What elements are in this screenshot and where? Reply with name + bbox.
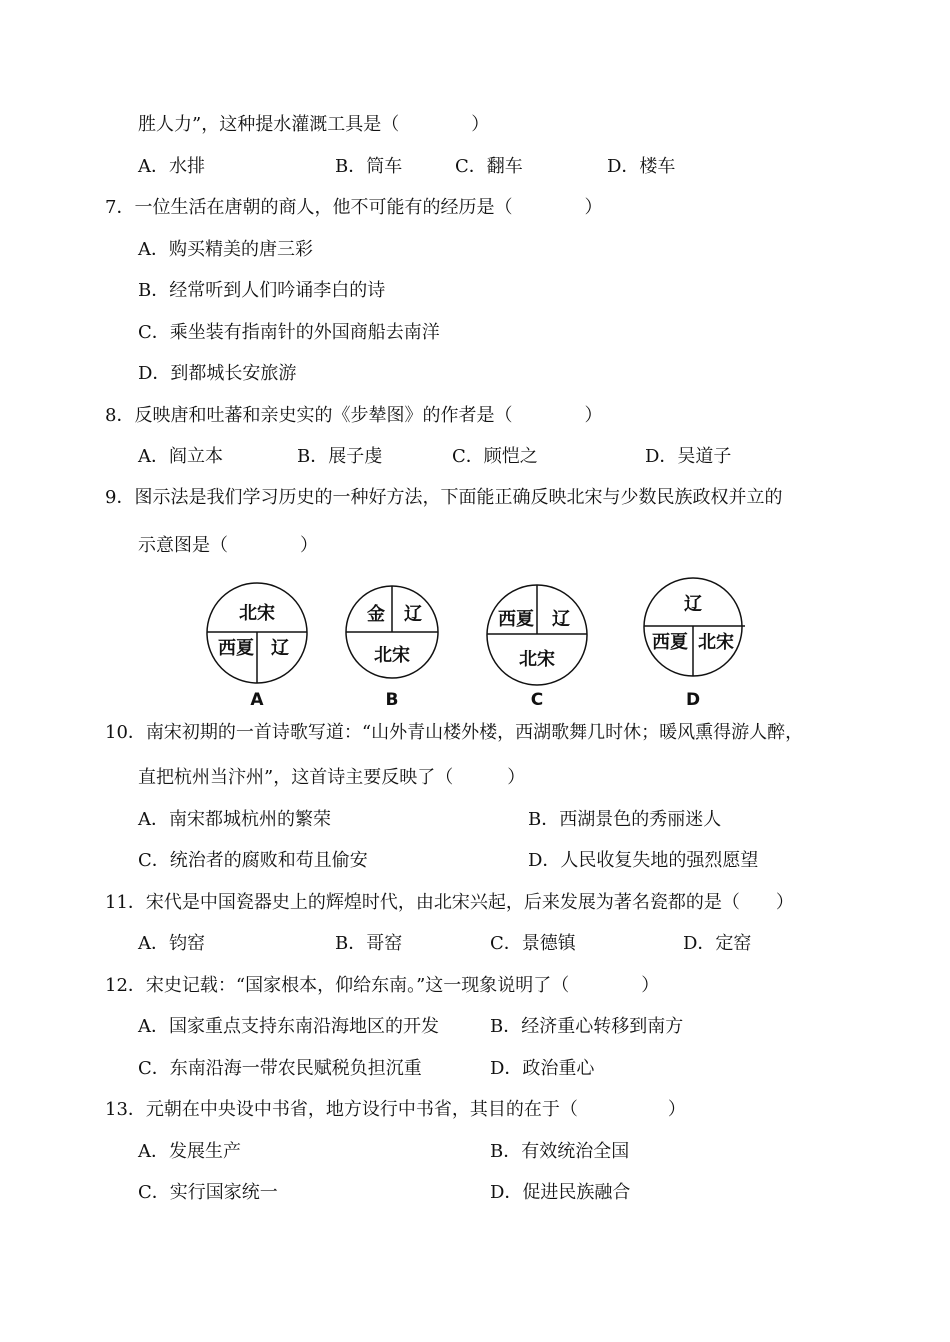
- q11-option-a: A．钧窑: [138, 933, 205, 954]
- q10-stem: 10．南宋初期的一首诗歌写道：“山外青山楼外楼，西湖歌舞几时休；暖风熏得游人醉，: [105, 722, 804, 743]
- q10-option-b: B．西湖景色的秀丽迷人: [528, 809, 722, 830]
- diagram-a: [207, 583, 307, 710]
- diagram-a-top-text: 北宋: [239, 603, 275, 624]
- q11-option-d: D．定窑: [683, 933, 752, 954]
- diagram-a-br-text: 辽: [271, 638, 289, 659]
- diagram-d: [644, 578, 745, 710]
- q9-stem: 9．图示法是我们学习历史的一种好方法，下面能正确反映北宋与少数民族政权并立的: [105, 487, 783, 508]
- q7-stem: 7．一位生活在唐朝的商人，他不可能有的经历是（ ）: [105, 197, 603, 218]
- q11-stem: 11．宋代是中国瓷器史上的辉煌时代，由北宋兴起，后来发展为著名瓷都的是（ ）: [105, 892, 794, 913]
- q7-option-c: C．乘坐装有指南针的外国商船去南洋: [138, 322, 440, 343]
- q10-option-a: A．南宋都城杭州的繁荣: [138, 809, 331, 830]
- diagram-d-label: D: [685, 690, 701, 710]
- q7-option-b: B．经常听到人们吟诵李白的诗: [138, 280, 386, 301]
- q8-option-d: D．吴道子: [645, 446, 732, 467]
- q10-option-c: C．统治者的腐败和苟且偷安: [138, 850, 368, 871]
- diagram-d-top-text: 辽: [684, 594, 702, 615]
- q11-option-c: C．景德镇: [490, 933, 576, 954]
- q8-stem: 8．反映唐和吐蕃和亲史实的《步辇图》的作者是（ ）: [105, 405, 603, 426]
- q11-option-b: B．哥窑: [335, 933, 403, 954]
- q6-option-d: D．楼车: [607, 156, 676, 177]
- q12-option-a: A．国家重点支持东南沿海地区的开发: [138, 1016, 439, 1037]
- q7-option-a: A．购买精美的唐三彩: [138, 239, 313, 260]
- diagram-c: [487, 585, 587, 710]
- q10-option-d: D．人民收复失地的强烈愿望: [528, 850, 759, 871]
- q6-stem-continuation: 胜人力”，这种提水灌溉工具是（ ）: [138, 114, 490, 135]
- diagram-b-tl-text: 金: [367, 604, 385, 625]
- q12-stem: 12．宋史记载：“国家根本，仰给东南。”这一现象说明了（ ）: [105, 975, 660, 996]
- diagram-c-label: C: [530, 690, 544, 710]
- q10-stem-continuation: 直把杭州当汴州”，这首诗主要反映了（ ）: [138, 767, 526, 788]
- q6-option-a: A．水排: [138, 156, 205, 177]
- q9-stem-continuation: 示意图是（ ）: [138, 535, 318, 556]
- q6-option-b: B．筒车: [335, 156, 403, 177]
- diagram-a-label: A: [250, 690, 264, 710]
- diagram-b-label: B: [385, 690, 399, 710]
- diagram-b: [346, 586, 438, 710]
- q13-option-d: D．促进民族融合: [490, 1182, 631, 1203]
- diagram-d-bl-text: 西夏: [652, 632, 688, 653]
- diagram-c-tr-text: 辽: [552, 609, 570, 630]
- diagram-b-tr-text: 辽: [404, 604, 422, 625]
- q12-option-c: C．东南沿海一带农民赋税负担沉重: [138, 1058, 422, 1079]
- q13-option-c: C．实行国家统一: [138, 1182, 278, 1203]
- q12-option-b: B．经济重心转移到南方: [490, 1016, 684, 1037]
- diagram-c-tl-text: 西夏: [498, 609, 534, 630]
- q9-diagram-svg: [0, 570, 950, 715]
- diagram-d-br-text: 北宋: [698, 632, 734, 653]
- q8-option-c: C．顾恺之: [452, 446, 538, 467]
- q13-option-b: B．有效统治全国: [490, 1141, 630, 1162]
- q7-option-d: D．到都城长安旅游: [138, 363, 297, 384]
- q12-option-d: D．政治重心: [490, 1058, 595, 1079]
- diagram-c-bottom-text: 北宋: [519, 649, 555, 670]
- q9-diagrams: [0, 570, 950, 715]
- diagram-a-bl-text: 西夏: [218, 638, 254, 659]
- q13-option-a: A．发展生产: [138, 1141, 241, 1162]
- diagram-b-bottom-text: 北宋: [374, 645, 410, 666]
- q8-option-a: A．阎立本: [138, 446, 223, 467]
- q13-stem: 13．元朝在中央设中书省，地方设行中书省，其目的在于（ ）: [105, 1099, 686, 1120]
- q6-option-c: C．翻车: [455, 156, 523, 177]
- q8-option-b: B．展子虔: [297, 446, 383, 467]
